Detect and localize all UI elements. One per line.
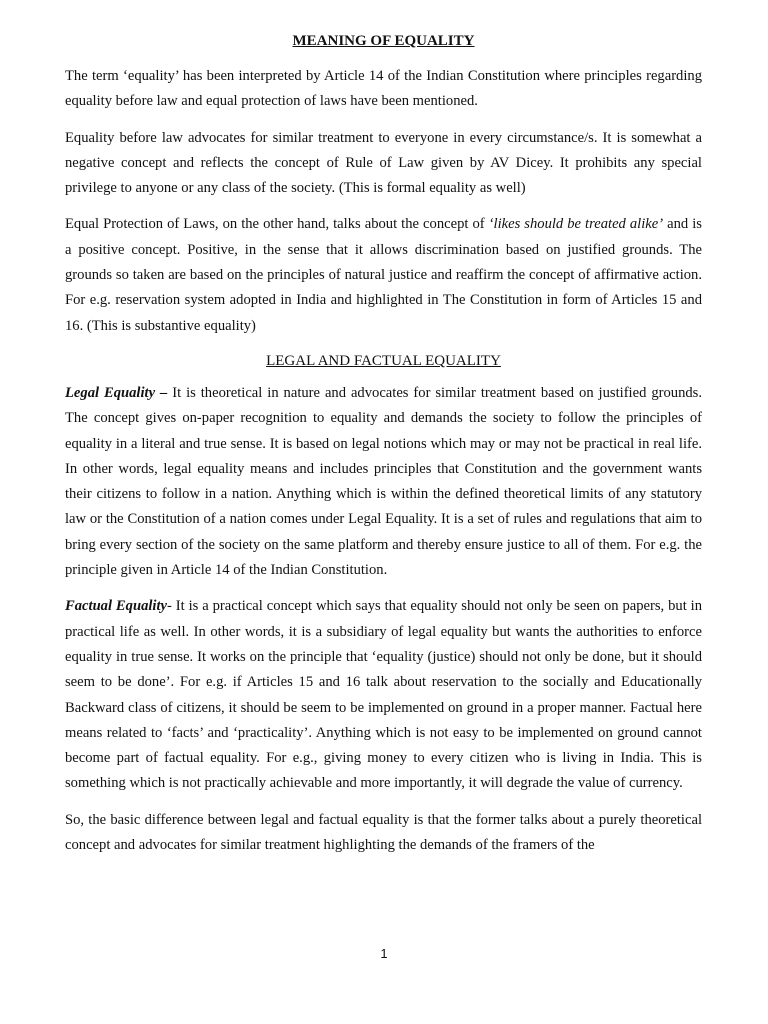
equal-protection-paragraph [65,212,702,338]
equal-protection-prefix: Equal Protection of Laws, on the other hand, talks about the concept of [65,216,489,233]
factual-equality-text: - It is a practical concept which says that equality should not only be seen on papers, but in practical life as well. In other words, it is a subsidiary of legal equality but wants the authorities to enforce equality in true sense. It works on the principle that ‘equality (justice) should not only be done, but it should seem to be done’. For e.g. if Articles 15 and 16 talk about reservation to the socially and Educationally Backward class of citizens, it should be seem to be implemented on ground in a proper manner. Factual here means related to ‘facts’ and ‘practicality’. Anything which is not easy to be implemented on ground cannot become part of factual equality. For e.g., giving money to every citizen who is living in India. This is something which is not practically achievable and more importantly, it will degrade the value of currency. [65,598,702,792]
equal-protection-quote: ‘likes should be treated alike’ [488,216,664,233]
equality-before-law-paragraph: Equality before law advocates for similar treatment to everyone in every circumstance/s. It is somewhat a negative concept and reflects the concept of Rule of Law given by AV Dicey. It prohibits any special privilege to anyone or any class of the society. (This is formal equality as well) [65,129,702,197]
legal-equality-term: Legal Equality – [65,384,168,401]
document-page [65,30,702,869]
document-title: MEANING OF EQUALITY [292,33,475,49]
legal-equality-text: It is theoretical in nature and advocates for similar treatment based on justified grounds. The concept gives on-paper recognition to equality and demands the society to follow the principles of equality in a literal and true sense. It is based on legal notions which may or may not be practical in real life. In other words, legal equality means and includes principles that Constitution and the government wants their citizens to follow in a nation. Anything which is within the defined theoretical limits of any statutory law or the Constitution of a nation comes under Legal Equality. It is a set of rules and regulations that aim to bring every section of the society on the same platform and thereby ensure justice to all of them. For e.g. the principle given in Article 14 of the Indian Constitution. [65,384,702,579]
factual-equality-term: Factual Equality [65,598,168,615]
conclusion-paragraph: So, the basic difference between legal and factual equality is that the former talks about a purely theoretical concept and advocates for similar treatment highlighting the demands of the framers of the [65,811,702,854]
equal-protection-suffix: and is a positive concept. Positive, in the sense that it allows discrimination based on justified grounds. The grounds so taken are based on the principles of natural justice and reaffirm the concept of affirmative action. For e.g. reservation system adopted in India and highlighted in The Constitution in form of Articles 15 and 16. (This is substantive equality) [65,216,702,334]
intro-paragraph: The term ‘equality’ has been interpreted by Article 14 of the Indian Constitution where principles regarding equality before law and equal protection of laws have been mentioned. [65,68,702,110]
factual-equality-paragraph [65,594,702,796]
legal-equality-paragraph [65,381,702,583]
page-number: 1 [380,946,388,961]
section-subtitle: LEGAL AND FACTUAL EQUALITY [266,352,501,369]
